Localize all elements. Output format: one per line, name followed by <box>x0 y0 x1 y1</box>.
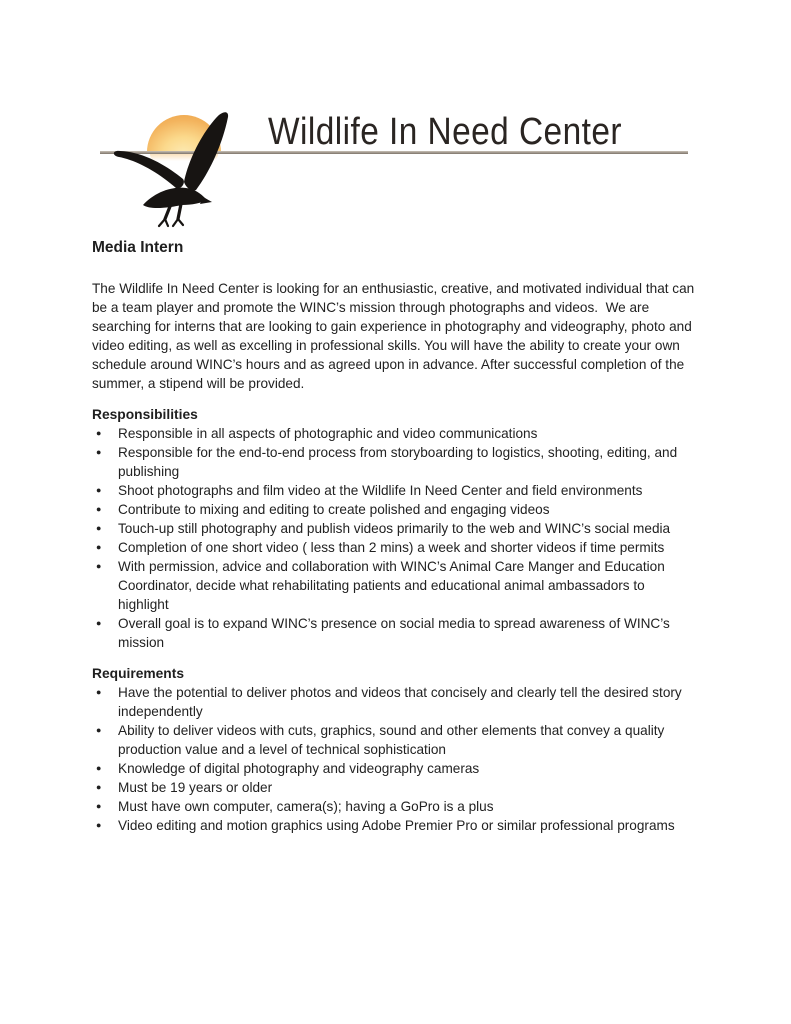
list-item: ● Must be 19 years or older <box>92 778 690 797</box>
org-title: Wildlife In Need Center <box>268 111 622 153</box>
job-title: Media Intern <box>92 239 184 256</box>
list-item: ● Shoot photographs and film video at the Wildlife In Need Center and field environments <box>92 481 690 500</box>
logo-header <box>0 0 791 240</box>
job-posting <box>92 238 704 835</box>
responsibilities-list <box>92 424 690 652</box>
flying-bird-icon <box>110 108 250 230</box>
section-requirements <box>92 664 704 835</box>
list-item: ● Ability to deliver videos with cuts, graphics, sound and other elements that convey a quality production value and a level of technical sophistication <box>92 721 690 759</box>
requirements-list <box>92 683 690 835</box>
list-item: ● Completion of one short video ( less than 2 mins) a week and shorter videos if time permits <box>92 538 690 557</box>
list-item: ● Responsible in all aspects of photographic and video communications <box>92 424 690 443</box>
list-item: ● Responsible for the end-to-end process from storyboarding to logistics, shooting, editing, and publishing <box>92 443 690 481</box>
list-item: ● With permission, advice and collaboration with WINC’s Animal Care Manger and Education Coordinator, decide what rehabilitating patients and educational animal ambassadors to highlight <box>92 557 690 614</box>
responsibilities-heading: Responsibilities <box>92 407 198 422</box>
list-item: ● Knowledge of digital photography and videography cameras <box>92 759 690 778</box>
list-item: ● Have the potential to deliver photos and videos that concisely and clearly tell the desired story independently <box>92 683 690 721</box>
list-item: ● Contribute to mixing and editing to create polished and engaging videos <box>92 500 690 519</box>
job-intro-paragraph: The Wildlife In Need Center is looking for an enthusiastic, creative, and motivated individual that can be a team player and promote the WINC’s mission through photographs and videos. We are searching for interns that are looking to gain experience in photography and videography, photo and video editing, as well as excelling in professional skills. You will have the ability to create your own schedule around WINC’s hours and as agreed upon in advance. After successful completion of the summer, a stipend will be provided. <box>92 281 699 391</box>
list-item: ● Video editing and motion graphics using Adobe Premier Pro or similar professional programs <box>92 816 690 835</box>
list-item: ● Touch-up still photography and publish videos primarily to the web and WINC’s social media <box>92 519 690 538</box>
list-item: ● Overall goal is to expand WINC’s presence on social media to spread awareness of WINC’s mission <box>92 614 690 652</box>
list-item: ● Must have own computer, camera(s); having a GoPro is a plus <box>92 797 690 816</box>
section-responsibilities <box>92 405 704 652</box>
requirements-heading: Requirements <box>92 666 185 681</box>
